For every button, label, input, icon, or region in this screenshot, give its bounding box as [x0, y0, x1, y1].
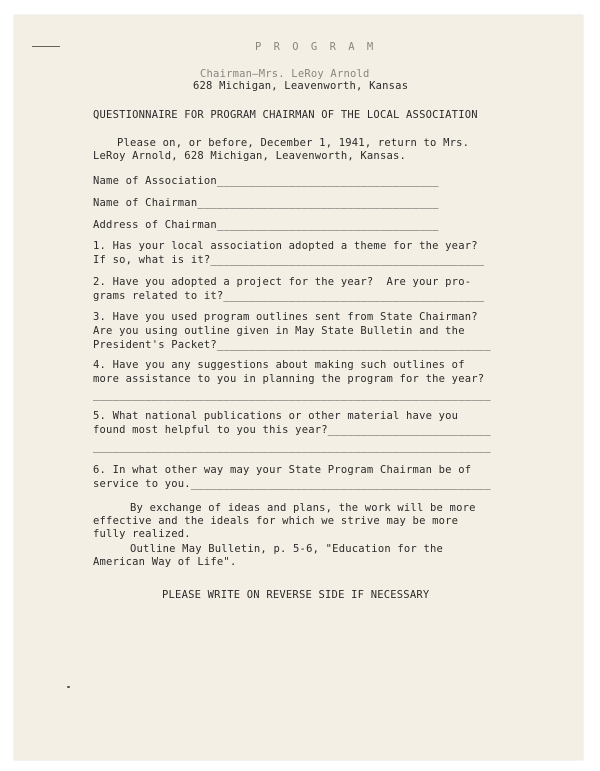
question-6-line-1: 6. In what other way may your State Program Chairman be of — [93, 464, 472, 476]
intro-line-2: LeRoy Arnold, 628 Michigan, Leavenworth, Kansas. — [93, 150, 407, 162]
margin-mark — [32, 46, 60, 47]
question-3-line-3: President's Packet?__________________________________________ — [93, 339, 491, 351]
question-6-line-2: service to you.______________________________________________ — [93, 478, 491, 490]
closing-paragraph-1-line-2: effective and the ideals for which we strive may be more — [93, 515, 459, 527]
question-3-line-2: Are you using outline given in May State Bulletin and the — [93, 325, 465, 337]
header-chairman: Chairman—Mrs. LeRoy Arnold — [200, 68, 370, 80]
question-5-answer-line: _____________________________________________________________ — [93, 441, 491, 453]
field-address: Address of Chairman__________________________________ — [93, 219, 439, 231]
question-4-answer-line: _____________________________________________________________ — [93, 389, 491, 401]
question-1-line-1: 1. Has your local association adopted a theme for the year? — [93, 240, 478, 252]
question-2-line-2: grams related to it?________________________________________ — [93, 290, 485, 302]
ink-speck — [67, 686, 70, 688]
closing-paragraph-2-line-1: Outline May Bulletin, p. 5-6, "Education for the — [130, 543, 444, 555]
intro-line-1: Please on, or before, December 1, 1941, return to Mrs. — [117, 137, 470, 149]
field-chairman: Name of Chairman_____________________________________ — [93, 197, 439, 209]
question-5-line-2: found most helpful to you this year?_________________________ — [93, 424, 491, 436]
closing-paragraph-1-line-3: fully realized. — [93, 528, 191, 540]
closing-paragraph-2-line-2: American Way of Life". — [93, 556, 237, 568]
closing-paragraph-1-line-1: By exchange of ideas and plans, the work will be more — [130, 502, 476, 514]
question-2-line-1: 2. Have you adopted a project for the year? Are your pro- — [93, 276, 472, 288]
footer-instruction: PLEASE WRITE ON REVERSE SIDE IF NECESSARY — [162, 589, 430, 601]
header-program: P R O G R A M — [255, 41, 377, 53]
document-title: QUESTIONNAIRE FOR PROGRAM CHAIRMAN OF THE LOCAL ASSOCIATION — [93, 109, 478, 121]
question-3-line-1: 3. Have you used program outlines sent from State Chairman? — [93, 311, 478, 323]
question-4-line-1: 4. Have you any suggestions about making such outlines of — [93, 359, 465, 371]
field-association: Name of Association__________________________________ — [93, 175, 439, 187]
question-4-line-2: more assistance to you in planning the program for the year? — [93, 373, 485, 385]
header-address: 628 Michigan, Leavenworth, Kansas — [193, 80, 409, 92]
question-1-line-2: If so, what is it?__________________________________________ — [93, 254, 485, 266]
question-5-line-1: 5. What national publications or other material have you — [93, 410, 459, 422]
